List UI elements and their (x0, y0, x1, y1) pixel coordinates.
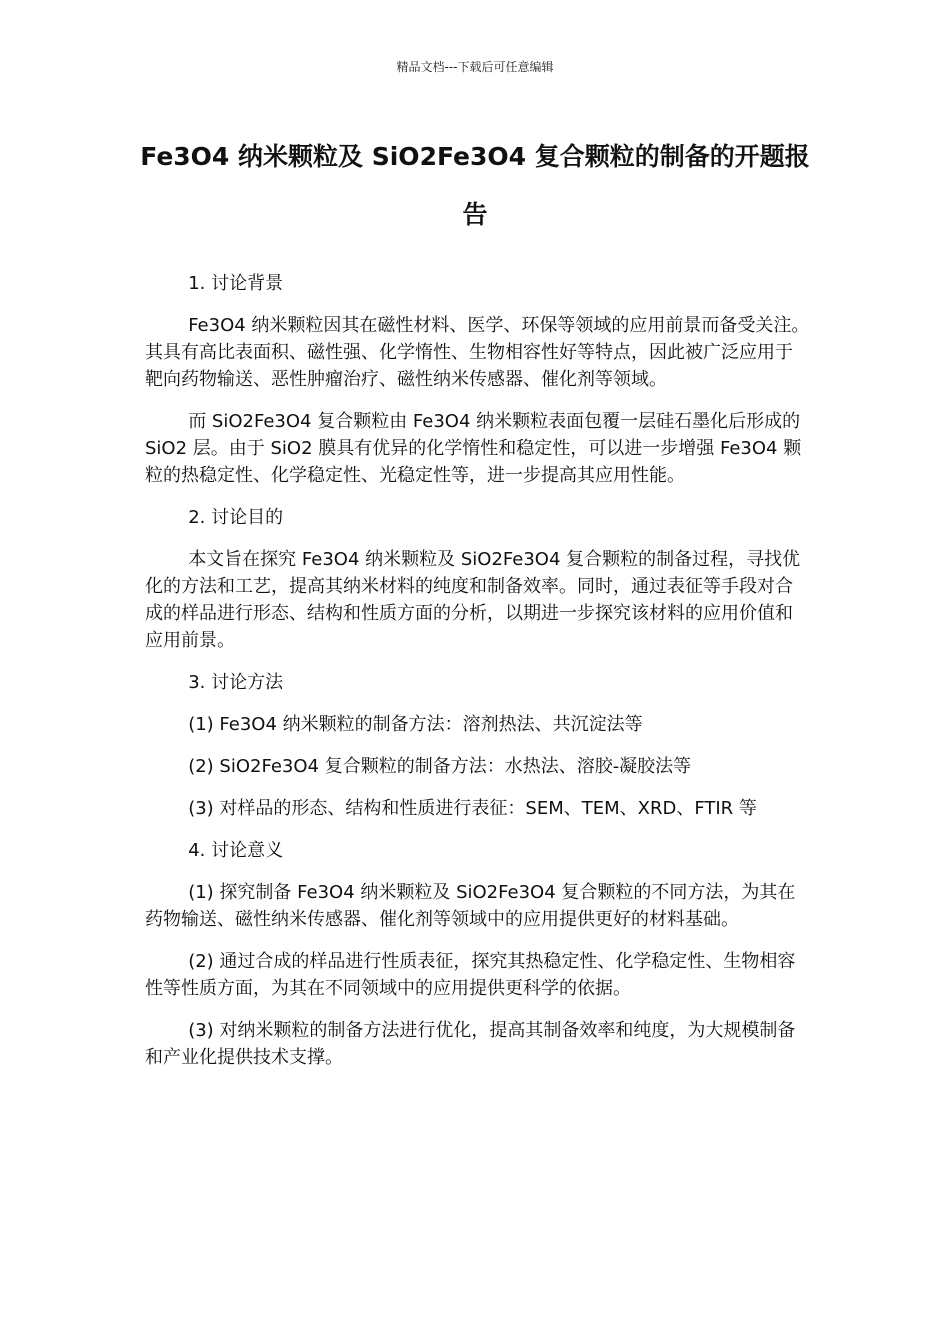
list-item: (2) SiO2Fe3O4 复合颗粒的制备方法：水热法、溶胶-凝胶法等 (188, 756, 692, 777)
list-item: (2) 通过合成的样品进行性质表征，探究其热稳定性、化学稳定性、生物相容性等性质方面，为其在不同领域中的应用提供更科学的依据。 (145, 951, 796, 999)
list-item: (1) Fe3O4 纳米颗粒的制备方法：溶剂热法、共沉淀法等 (188, 714, 643, 735)
list-item: (3) 对样品的形态、结构和性质进行表征：SEM、TEM、XRD、FTIR 等 (188, 798, 757, 819)
section-heading-background: 1. 讨论背景 (188, 273, 284, 294)
paragraph: 而 SiO2Fe3O4 复合颗粒由 Fe3O4 纳米颗粒表面包覆一层硅石墨化后形成的 SiO2 层。由于 SiO2 膜具有优异的化学惰性和稳定性，可以进一步增强 Fe3O4 颗粒的热稳定性、化学稳定性、光稳定性等，进一步提高其应用性能。 (145, 411, 802, 486)
section-heading-methods: 3. 讨论方法 (188, 672, 284, 693)
document-title: Fe3O4 纳米颗粒及 SiO2Fe3O4 复合颗粒的制备的开题报告 (140, 142, 810, 229)
list-item: (1) 探究制备 Fe3O4 纳米颗粒及 SiO2Fe3O4 复合颗粒的不同方法，为其在药物输送、磁性纳米传感器、催化剂等领域中的应用提供更好的材料基础。 (145, 882, 796, 930)
paragraph: 本文旨在探究 Fe3O4 纳米颗粒及 SiO2Fe3O4 复合颗粒的制备过程，寻找优化的方法和工艺，提高其纳米材料的纯度和制备效率。同时，通过表征等手段对合成的样品进行形态、结构和性质方面的分析，以期进一步探究该材料的应用价值和应用前景。 (145, 549, 801, 651)
section-heading-significance: 4. 讨论意义 (188, 840, 284, 861)
header-note: 精品文档---下载后可任意编辑 (396, 60, 554, 74)
section-heading-purpose: 2. 讨论目的 (188, 507, 284, 528)
list-item: (3) 对纳米颗粒的制备方法进行优化，提高其制备效率和纯度，为大规模制备和产业化提供技术支撑。 (145, 1020, 796, 1068)
paragraph: Fe3O4 纳米颗粒因其在磁性材料、医学、环保等领域的应用前景而备受关注。其具有高比表面积、磁性强、化学惰性、生物相容性好等特点，因此被广泛应用于靶向药物输送、恶性肿瘤治疗、磁性纳米传感器、催化剂等领域。 (145, 315, 810, 390)
document-body (145, 270, 810, 1086)
